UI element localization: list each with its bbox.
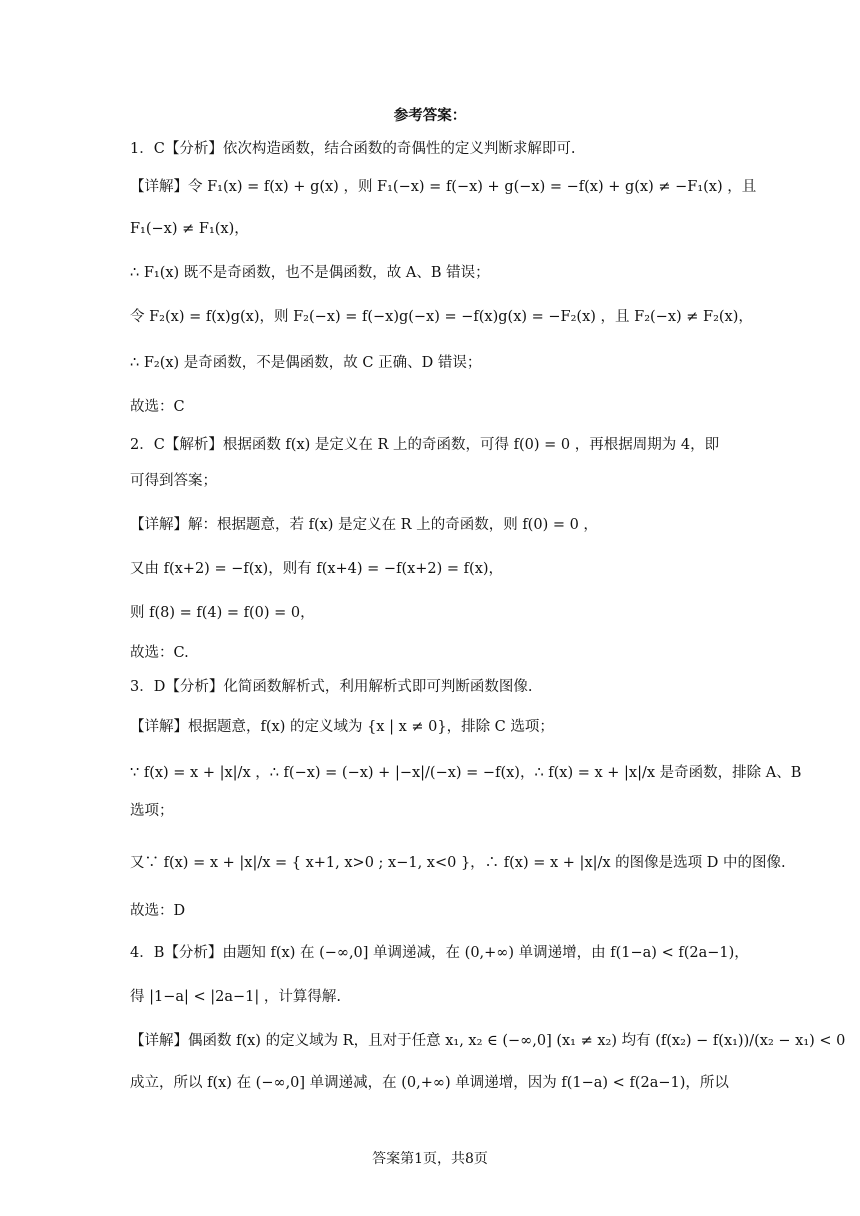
text-line: 令 F₂(x) = f(x)g(x)，则 F₂(−x) = f(−x)g(−x) = −f(x)g(x) = −F₂(x) ，且 F₂(−x) ≠ F₂(x)， (130, 309, 753, 325)
text-line: 故选：C. (130, 645, 189, 661)
page-footer: 答案第1页，共8页 (372, 1151, 488, 1167)
text-line: 1．C【分析】依次构造函数，结合函数的奇偶性的定义判断求解即可. (130, 141, 576, 157)
text-line: 4．B【分析】由题知 f(x) 在 (−∞,0] 单调递减，在 (0,+∞) 单调递增，由 f(1−a) < f(2a−1)， (130, 945, 749, 961)
text-line: 【详解】解：根据题意，若 f(x) 是定义在 R 上的奇函数，则 f(0) = 0 ， (130, 517, 598, 533)
text-line: ∴ F₁(x) 既不是奇函数，也不是偶函数，故 A、B 错误； (130, 265, 490, 281)
text-line: 又由 f(x+2) = −f(x)，则有 f(x+4) = −f(x+2) = f(x)， (130, 561, 504, 577)
text-line: 【详解】偶函数 f(x) 的定义域为 R，且对于任意 x₁, x₂ ∈ (−∞,0] (x₁ ≠ x₂) 均有 (f(x₂) − f(x₁))/(x₂ − x₁) < 0 (130, 1033, 846, 1049)
text-line: 【详解】根据题意，f(x) 的定义域为 {x | x ≠ 0}，排除 C 选项； (130, 719, 554, 735)
text-line: 3．D【分析】化简函数解析式，利用解析式即可判断函数图像. (130, 679, 533, 695)
text-line: 则 f(8) = f(4) = f(0) = 0， (130, 605, 315, 621)
text-line: 可得到答案； (130, 473, 217, 489)
text-line: 选项； (130, 803, 174, 819)
text-line: 故选：D (130, 903, 186, 919)
text-line: ∵ f(x) = x + |x|/x ，∴ f(−x) = (−x) + |−x|/(−x) = −f(x)，∴ f(x) = x + |x|/x 是奇函数，排除 A、B (130, 765, 802, 781)
text-line: 2．C【解析】根据函数 f(x) 是定义在 R 上的奇函数，可得 f(0) = 0 ，再根据周期为 4，即 (130, 437, 720, 453)
text-line: 故选：C (130, 399, 185, 415)
text-line: 【详解】令 F₁(x) = f(x) + g(x) ，则 F₁(−x) = f(−x) + g(−x) = −f(x) + g(x) ≠ −F₁(x) ，且 (130, 179, 757, 195)
text-line: 成立，所以 f(x) 在 (−∞,0] 单调递减，在 (0,+∞) 单调递增，因为 f(1−a) < f(2a−1)，所以 (130, 1075, 729, 1091)
text-line: F₁(−x) ≠ F₁(x)， (130, 221, 249, 237)
text-line: 得 |1−a| < |2a−1| ，计算得解. (130, 989, 341, 1005)
page-title: 参考答案： (393, 108, 467, 124)
text-line: 又∵ f(x) = x + |x|/x = { x+1, x>0 ; x−1, x<0 }，∴ f(x) = x + |x|/x 的图像是选项 D 中的图像. (130, 855, 786, 871)
text-line: ∴ F₂(x) 是奇函数，不是偶函数，故 C 正确、D 错误； (130, 355, 482, 371)
